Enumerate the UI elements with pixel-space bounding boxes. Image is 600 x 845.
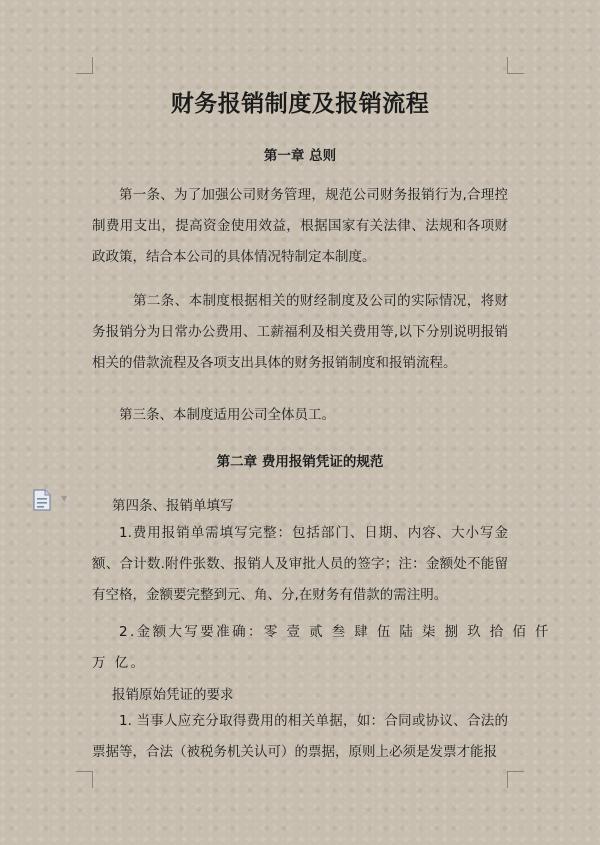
requirement-1: 1. 当事人应充分取得费用的相关单据，如：合同或协议、合法的票据等，合法（被税务机关认可）的票据，原则上必须是发票才能报 [92, 713, 508, 760]
document-icon-graphic [33, 489, 51, 511]
list-item-2-line-2: 万 亿。 [92, 655, 147, 671]
article-1: 第一条、为了加强公司财务管理，规范公司财务报销行为,合理控制费用支出，提高资金使用效益，根据国家有关法律、法规和各项财政政策，结合本公司的具体情况特制定本制度。 [92, 187, 508, 265]
requirements-heading: 报销原始凭证的要求 [112, 687, 234, 703]
page-corner-top-left [76, 57, 93, 74]
list-item-1: 1.费用报销单需填写完整：包括部门、日期、内容、大小写金额、合计数.附件张数、报销人及审批人员的签字；注：金额处不能留有空格，金额要完整到元、角、分,在财务有借款的需注明。 [92, 525, 508, 603]
chapter-1-heading: 第一章 总则 [263, 148, 337, 164]
page-corner-top-right [507, 57, 524, 74]
document-title: 财务报销制度及报销流程 [170, 91, 430, 117]
chapter-2-heading: 第二章 费用报销凭证的规范 [216, 454, 384, 470]
article-2: 第二条、本制度根据相关的财经制度及公司的实际情况，将财务报销分为日常办公费用、工薪福利及相关费用等,以下分别说明报销相关的借款流程及各项支出具体的财务报销制度和报销流程。 [92, 293, 508, 371]
article-3: 第三条、本制度适用公司全体员工。 [119, 407, 335, 423]
article-4: 第四条、报销单填写 [112, 498, 234, 514]
page-corner-bottom-left [76, 771, 93, 788]
list-item-2-line-1: 2.金额大写要准确：零 壹 贰 叁 肆 伍 陆 柒 捌 玖 拾 佰 仟 [119, 624, 551, 640]
page-corner-bottom-right [507, 771, 524, 788]
caret-down-icon[interactable]: ▼ [61, 494, 68, 503]
